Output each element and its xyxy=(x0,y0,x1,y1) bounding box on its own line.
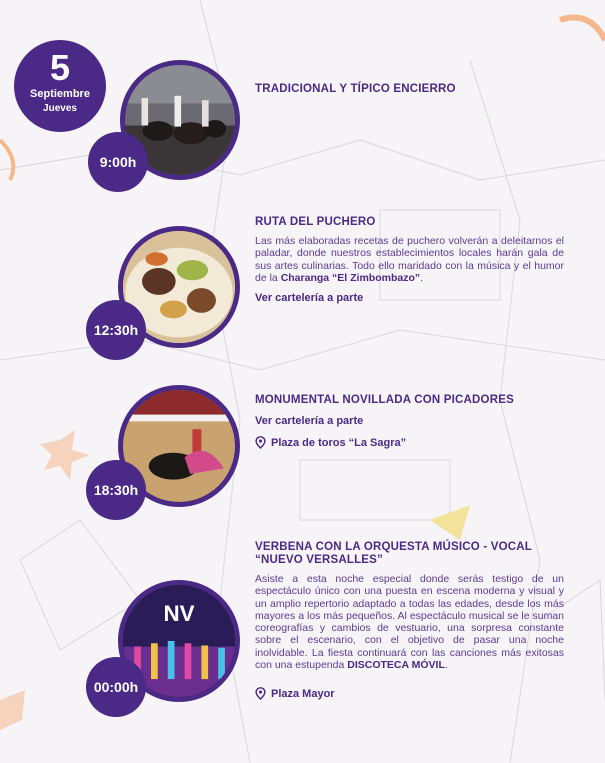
description-highlight: DISCOTECA MÓVIL xyxy=(347,659,445,672)
event-title: MONUMENTAL NOVILLADA CON PICADORES xyxy=(255,394,514,406)
event-time: 18:30h xyxy=(86,460,146,520)
description-text: Asiste a esta noche especial donde serás testigo de un espectáculo único con una puesta en escena moderna y visual y un amplio repertorio adaptado a todas las edades, desde los más mayores a los más pequeños. Al espectáculo musical se le suman coreografías y cambios de vestuario, una sorpresa constante sobre el escenario, con el objetivo de pasar una noche inolvidable. La fiesta continuará con las canciones más exitosas con una estupenda xyxy=(255,573,564,672)
event-time: 9:00h xyxy=(88,132,148,192)
description-highlight: Charanga “El Zimbombazo” xyxy=(280,271,421,284)
date-day-number: 5 xyxy=(49,47,71,88)
event-time: 12:30h xyxy=(86,300,146,360)
map-pin-icon xyxy=(255,436,266,449)
event-description xyxy=(255,235,564,284)
event-description xyxy=(255,573,564,671)
event-title: VERBENA CON LA ORQUESTA MÚSICO - VOCAL “NUEVO VERSALLES” xyxy=(255,541,532,566)
event-title: TRADICIONAL Y TÍPICO ENCIERRO xyxy=(255,83,456,95)
verbena-logo-text: NV xyxy=(163,600,195,626)
description-text: Las más elaboradas recetas de puchero volverán a deleitarnos el paladar, donde nuestros establecimientos locales harán gala de sus artes culinarias. Todo ello maridado con la música y el humor de la xyxy=(255,235,564,284)
cartelera-link[interactable]: Ver cartelería a parte xyxy=(255,415,364,427)
date-badge xyxy=(14,40,106,132)
cartelera-link[interactable]: Ver cartelería a parte xyxy=(255,292,364,305)
description-text-end: . xyxy=(420,271,424,284)
event-time: 00:00h xyxy=(86,657,146,717)
event-location xyxy=(255,687,564,700)
map-pin-icon xyxy=(255,687,266,700)
date-weekday: Jueves xyxy=(43,103,77,114)
event-title: RUTA DEL PUCHERO xyxy=(255,216,376,228)
event-location xyxy=(255,436,564,449)
description-text-end: . xyxy=(444,659,448,672)
location-name: Plaza de toros “La Sagra” xyxy=(271,436,407,449)
date-month: Septiembre xyxy=(30,88,90,100)
location-name: Plaza Mayor xyxy=(271,687,335,700)
